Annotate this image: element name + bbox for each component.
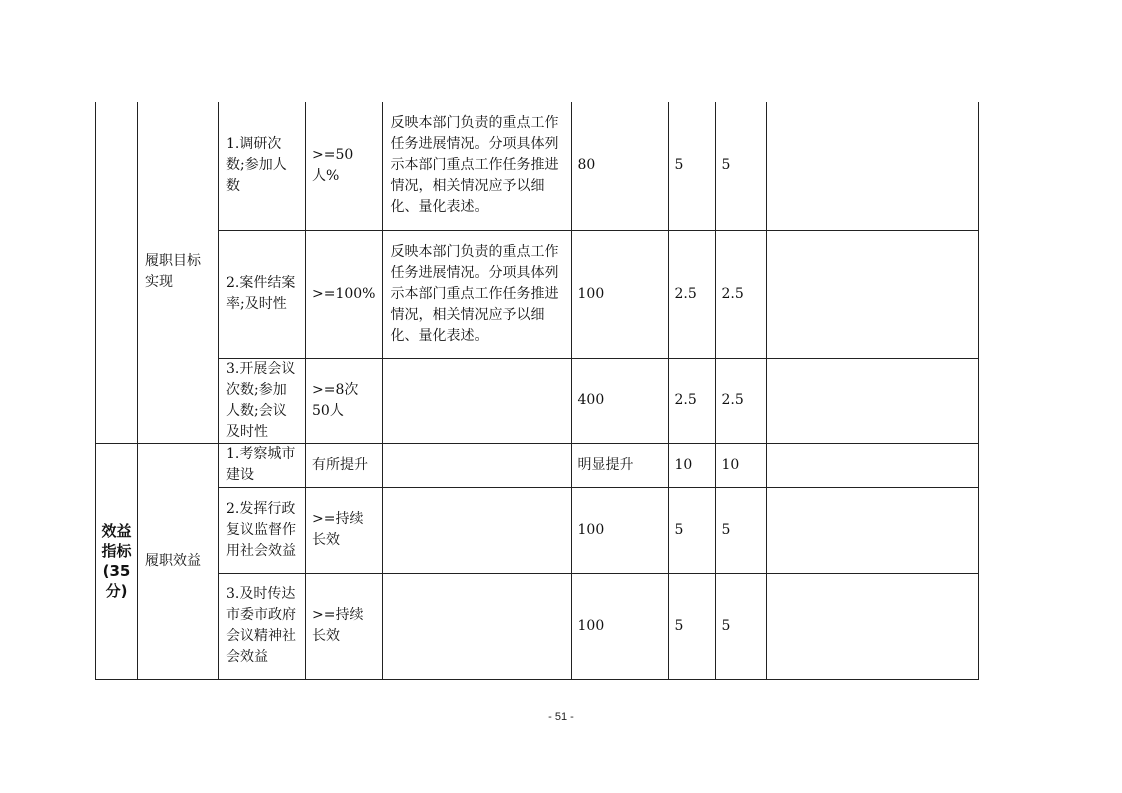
score-cell: 5: [715, 487, 766, 573]
target-cell: >=持续长效: [306, 487, 383, 573]
table-row: [96, 102, 979, 230]
description-cell: [382, 573, 571, 679]
actual-cell: 100: [571, 573, 668, 679]
score-cell: 2.5: [715, 358, 766, 443]
remark-cell: [766, 573, 978, 679]
remark-cell: [766, 102, 978, 230]
category-cell: [96, 102, 138, 443]
indicator-table-container: [95, 102, 979, 680]
table-row: [96, 443, 979, 487]
description-cell: [382, 487, 571, 573]
weight-cell: 5: [668, 102, 715, 230]
category-cell: 效益指标(35分): [96, 443, 138, 679]
table-row: [96, 573, 979, 679]
score-cell: 5: [715, 573, 766, 679]
table-row: [96, 358, 979, 443]
score-cell: 10: [715, 443, 766, 487]
weight-cell: 5: [668, 573, 715, 679]
remark-cell: [766, 230, 978, 358]
indicator-cell: 3.开展会议次数;参加人数;会议及时性: [219, 358, 306, 443]
weight-cell: 5: [668, 487, 715, 573]
table-row: [96, 487, 979, 573]
actual-cell: 400: [571, 358, 668, 443]
weight-cell: 2.5: [668, 358, 715, 443]
description-cell: [382, 443, 571, 487]
remark-cell: [766, 358, 978, 443]
score-cell: 2.5: [715, 230, 766, 358]
score-cell: 5: [715, 102, 766, 230]
subcategory-cell: 履职目标实现: [138, 102, 219, 443]
remark-cell: [766, 487, 978, 573]
target-cell: >=100%: [306, 230, 383, 358]
target-cell: >=8次50人: [306, 358, 383, 443]
weight-cell: 10: [668, 443, 715, 487]
actual-cell: 100: [571, 487, 668, 573]
weight-cell: 2.5: [668, 230, 715, 358]
actual-cell: 明显提升: [571, 443, 668, 487]
performance-indicator-table: [95, 102, 979, 680]
remark-cell: [766, 443, 978, 487]
target-cell: 有所提升: [306, 443, 383, 487]
description-cell: 反映本部门负责的重点工作任务进展情况。分项具体列示本部门重点工作任务推进情况，相关情况应予以细化、量化表述。: [382, 102, 571, 230]
indicator-cell: 1.调研次数;参加人数: [219, 102, 306, 230]
description-cell: 反映本部门负责的重点工作任务进展情况。分项具体列示本部门重点工作任务推进情况，相关情况应予以细化、量化表述。: [382, 230, 571, 358]
indicator-cell: 2.发挥行政复议监督作用社会效益: [219, 487, 306, 573]
indicator-cell: 3.及时传达市委市政府会议精神社会效益: [219, 573, 306, 679]
table-row: [96, 230, 979, 358]
target-cell: >=持续长效: [306, 573, 383, 679]
actual-cell: 100: [571, 230, 668, 358]
actual-cell: 80: [571, 102, 668, 230]
subcategory-cell: 履职效益: [138, 443, 219, 679]
page-number: - 51 -: [548, 711, 574, 723]
target-cell: >=50人%: [306, 102, 383, 230]
indicator-cell: 1.考察城市建设: [219, 443, 306, 487]
indicator-cell: 2.案件结案率;及时性: [219, 230, 306, 358]
description-cell: [382, 358, 571, 443]
